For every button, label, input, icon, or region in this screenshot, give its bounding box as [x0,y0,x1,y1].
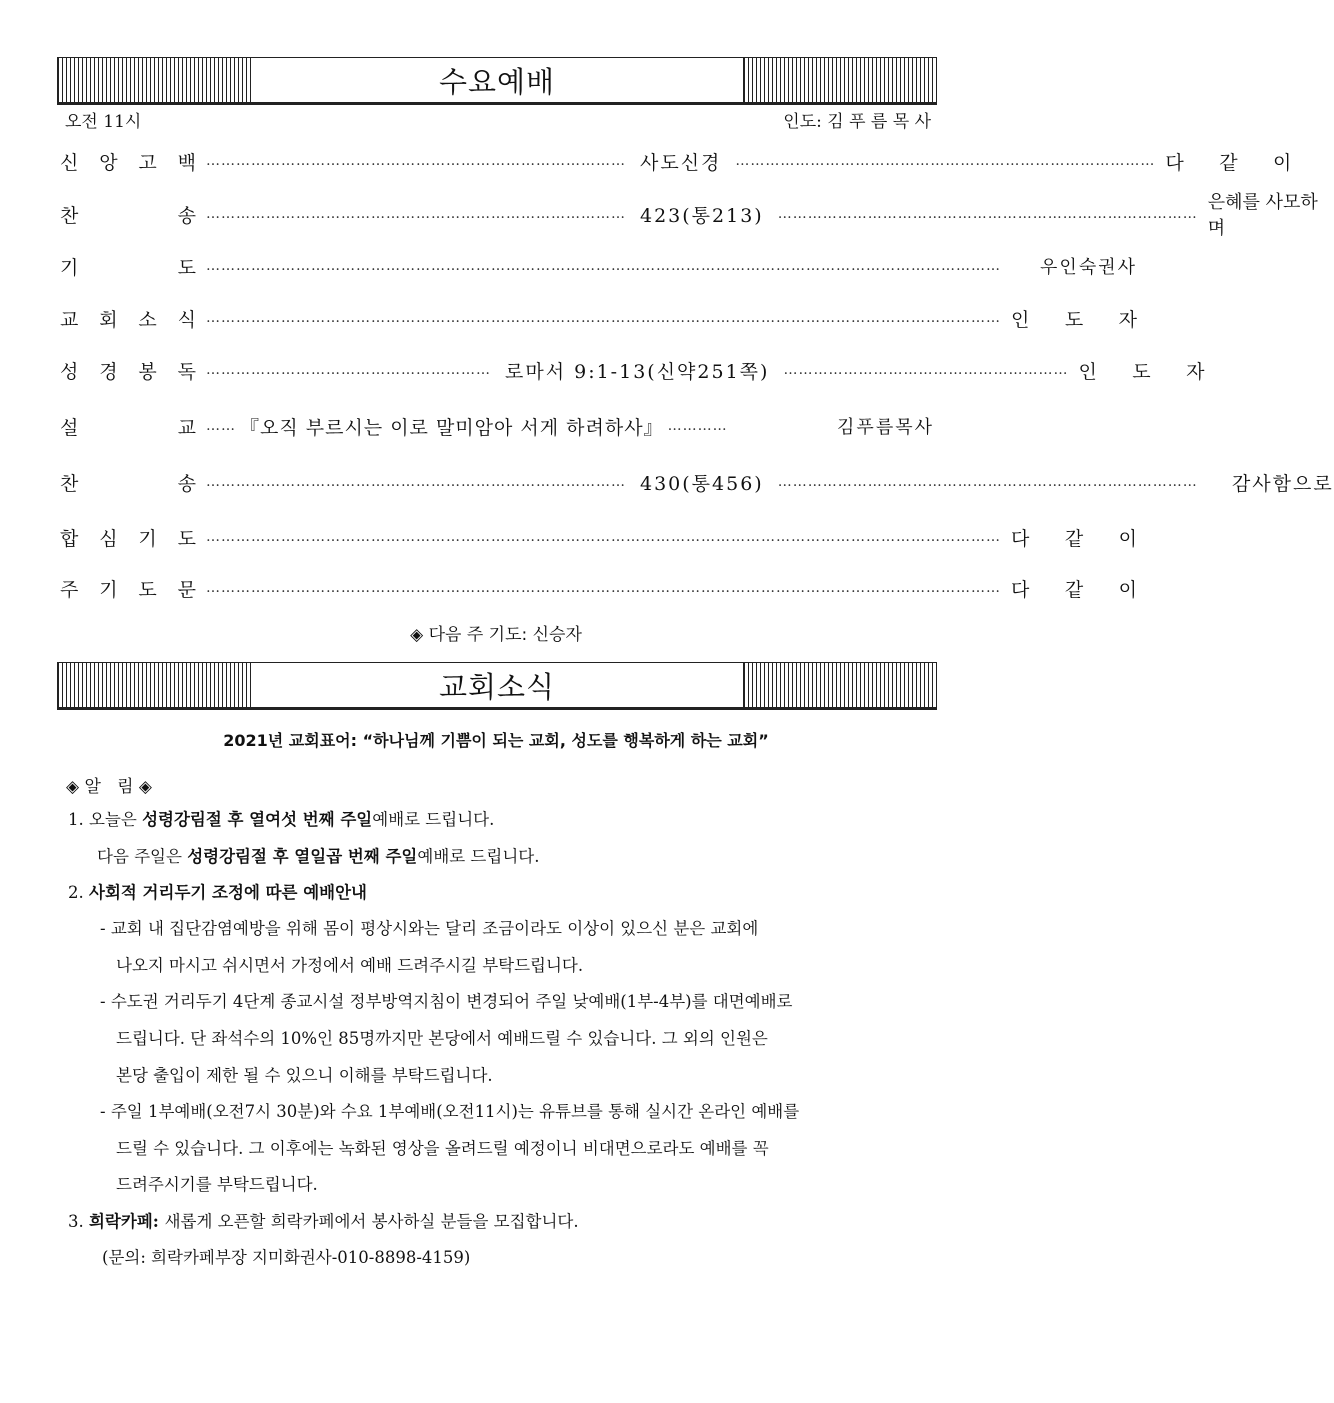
label-char: 송 [177,204,196,227]
church-motto: 2021년 교회표어: “하나님께 기쁨이 되는 교회, 성도를 행복하게 하는 교회” [223,731,769,750]
label-char: 문 [177,578,196,601]
leader-dots: …………………………………………………………………………………………………………………………………………… [206,580,1001,596]
order-label [60,305,196,332]
item-text: 예배로 드립니다. [417,847,540,866]
bullet-text: - 교회 내 집단감염예방을 위해 몸이 평상시와는 달리 조금이라도 이상이 있으신 분은 교회에 [100,919,759,938]
label-char: 찬 [60,204,79,227]
label-char: 교 [60,308,79,331]
item-bold-text: 성령강림절 후 열여섯 번째 주일 [142,810,373,829]
order-row [60,411,934,441]
label-char: 봉 [138,360,157,383]
person-char: 도 [1132,360,1151,383]
order-middle [206,310,1001,326]
person-char: 인 [1078,360,1097,383]
order-row [60,573,1137,603]
news-header [57,662,937,708]
label-char: 설 [60,416,79,439]
leader-dots: ………………………………………………………………………… [735,153,1156,169]
order-middle [206,357,1068,384]
item-text: 예배로 드립니다. [372,810,495,829]
person-char: 이 [1118,578,1137,601]
order-row [60,192,1318,239]
order-label [60,469,196,496]
leader-dots: ………………………………………………………………………… [206,474,626,490]
worship-title: 수요예배 [438,64,556,99]
leader-dots: …… [206,418,236,434]
header-hatch-left [57,662,251,708]
worship-header [57,57,937,103]
leader-dots: ………………………………………………………………………… [777,206,1198,222]
order-person: 은혜를 사모하며 [1207,192,1318,239]
order-text: 430(통456) [640,472,764,495]
order-label [60,524,196,551]
item-number: 2. [68,883,89,902]
order-label [60,253,196,280]
label-char: 기 [99,578,118,601]
worship-title-box [251,57,743,103]
header-hatch-right [743,662,937,708]
order-person [1011,575,1137,602]
item-bold-text: 성령강림절 후 열일곱 번째 주일 [187,847,418,866]
order-row [60,303,1137,333]
leader-dots: ………… [667,418,728,434]
order-middle [206,580,1001,596]
item-text: 새롭게 오픈할 희락카페에서 봉사하실 분들을 모집합니다. [164,1212,579,1231]
order-person [1078,357,1204,384]
worship-leader: 인도: 김 푸 름 목 사 [783,112,931,132]
item-bold-text: 희락카페: [89,1212,165,1231]
person-char: 자 [1118,308,1137,331]
leader-dots: …………………………………………………………………………………………………………………………………………… [206,310,1001,326]
order-middle [206,529,1001,545]
notice-heading: ◈ 알 림 ◈ [66,777,153,797]
order-person: 감사함으로 [1231,472,1334,495]
next-week-prayer: ◈ 다음 주 기도: 신승자 [410,625,582,645]
order-middle [206,413,802,440]
person-char: 도 [1064,308,1084,331]
order-row [60,355,1205,385]
label-char: 소 [138,308,157,331]
bullet-text: 드릴 수 있습니다. 그 이후에는 녹화된 영상을 올려드릴 예정이니 비대면으로라도 예배를 꼭 [116,1139,769,1158]
item-number: 3. [68,1212,89,1231]
order-person: 김푸름목사 [837,417,934,438]
person-char: 같 [1064,578,1084,601]
label-char: 찬 [60,472,79,495]
leader-dots: …………………………………………………………………………………………………………………………………………… [206,258,1001,274]
order-person [1165,148,1291,175]
contact-info: (문의: 희락카페부장 지미화권사-010-8898-4159) [102,1248,471,1267]
header-rule [57,102,937,105]
label-char: 경 [99,360,118,383]
notice-item-1 [68,806,494,830]
order-person [1011,305,1137,332]
label-char: 신 [60,151,79,174]
order-row [60,522,1137,552]
label-char: 독 [177,360,196,383]
order-text: 『오직 부르시는 이로 말미암아 서게 하려하사』 [240,416,664,439]
header-hatch-right [743,57,937,103]
label-char: 회 [99,308,118,331]
order-middle [206,469,1198,496]
label-char: 교 [177,416,196,439]
bullet-text: - 수도권 거리두기 4단계 종교시설 정부방역지침이 변경되어 주일 낮예배(1부-4부)를 대면예배로 [100,992,793,1011]
order-middle [206,201,1198,228]
label-char: 도 [177,527,196,550]
order-text: 423(통213) [640,204,764,227]
label-char: 합 [60,527,79,550]
order-label [60,575,196,602]
label-char: 심 [99,527,118,550]
label-char: 성 [60,360,79,383]
order-person [1011,524,1137,551]
leader-dots: …………………………………………………………………………………………………………………………………………… [206,529,1001,545]
label-char: 백 [177,151,196,174]
label-char: 식 [177,308,196,331]
person-char: 다 [1011,578,1030,601]
person-char: 다 [1011,527,1030,550]
person-char: 다 [1165,151,1184,174]
order-person: 우인숙권사 [1040,257,1137,278]
order-label [60,357,196,384]
order-row [60,146,1292,176]
label-char: 기 [138,527,157,550]
worship-time: 오전 11시 [65,112,142,132]
bullet-text: 나오지 마시고 쉬시면서 가정에서 예배 드려주시길 부탁드립니다. [116,956,584,975]
notice-item-1-next [97,843,539,867]
news-title-box [251,662,743,708]
worship-meta [65,107,931,132]
bullet-text: 본당 출입이 제한 될 수 있으니 이해를 부탁드립니다. [116,1066,493,1085]
person-char: 인 [1011,308,1030,331]
label-char: 앙 [99,151,118,174]
person-char: 이 [1118,527,1137,550]
order-text: 로마서 9:1-13(신약251쪽) [505,360,770,383]
item-text: 1. 오늘은 [68,810,143,829]
order-middle [206,148,1155,175]
label-char: 도 [177,256,196,279]
item-text: 다음 주일은 [97,847,188,866]
item-bold-text: 사회적 거리두기 조정에 따른 예배안내 [89,883,368,902]
header-rule [57,707,937,710]
order-label [60,413,196,440]
person-char: 자 [1186,360,1205,383]
person-char: 이 [1273,151,1292,174]
order-row [60,467,1334,497]
bullet-text: - 주일 1부예배(오전7시 30분)와 수요 1부예배(오전11시)는 유튜브를 통해 실시간 온라인 예배를 [100,1102,800,1121]
leader-dots: ………………………………………………… [783,362,1069,378]
order-label [60,201,196,228]
header-hatch-left [57,57,251,103]
label-char: 주 [60,578,79,601]
bullet-text: 드려주시기를 부탁드립니다. [116,1175,318,1194]
leader-dots: ………………………………………………………………………… [206,153,626,169]
person-char: 같 [1219,151,1238,174]
label-char: 도 [138,578,157,601]
notice-item-3 [68,1208,579,1232]
order-row [60,251,1137,281]
order-text: 사도신경 [640,151,722,174]
order-middle [206,258,1001,274]
person-char: 같 [1064,527,1084,550]
order-label [60,148,196,175]
label-char: 송 [177,472,196,495]
bullet-text: 드립니다. 단 좌석수의 10%인 85명까지만 본당에서 예배드릴 수 있습니다. 그 외의 인원은 [116,1029,768,1048]
label-char: 고 [138,151,157,174]
leader-dots: ………………………………………………………………………… [777,474,1198,490]
notice-item-2 [68,879,367,903]
leader-dots: ………………………………………………… [206,362,491,378]
leader-dots: ………………………………………………………………………… [206,206,626,222]
label-char: 기 [60,256,79,279]
news-title: 교회소식 [438,669,556,704]
